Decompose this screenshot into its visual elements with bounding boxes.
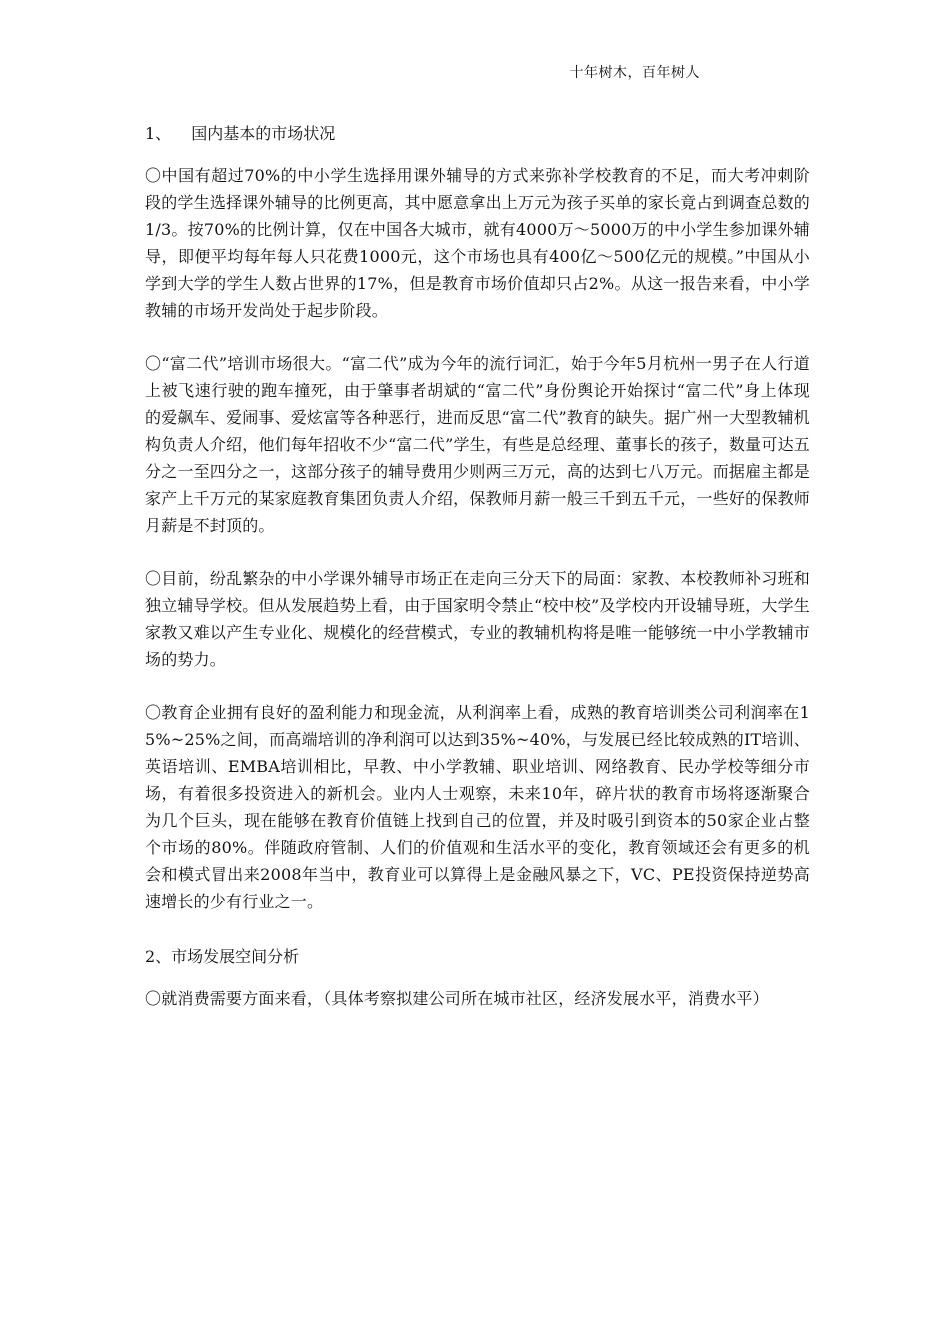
section-1-heading: [145, 118, 810, 150]
paragraph-market-landscape: 〇目前，纷乱繁杂的中小学课外辅导市场正在走向三分天下的局面：家教、本校教师补习班和独立辅导学校。但从发展趋势上看，由于国家明令禁止“校中校”及学校内开设辅导班，大学生家教又难以产生专业化、规模化的经营模式，专业的教辅机构将是唯一能够统一中小学教辅市场的势力。: [145, 569, 810, 669]
paragraph-rich-second-generation: 〇“富二代”培训市场很大。“富二代”成为今年的流行词汇，始于今年5月杭州一男子在人行道上被飞速行驶的跑车撞死，由于肇事者胡斌的“富二代”身份舆论开始探讨“富二代”身上体现的爱飙车、爱闹事、爱炫富等各种恶行，进而反思“富二代”教育的缺失。据广州一大型教辅机构负责人介绍，他们每年招收不少“富二代”学生，有些是总经理、董事长的孩子，数量可达五分之一至四分之一，这部分孩子的辅导费用少则两三万元，高的达到七八万元。而据雇主都是家产上千万元的某家庭教育集团负责人介绍，保教师月薪一般三千到五千元，一些好的保教师月薪是不封顶的。: [145, 354, 810, 535]
paragraph-consumer-demand: 〇就消费需要方面来看，（具体考察拟建公司所在城市社区，经济发展水平，消费水平）: [145, 989, 769, 1008]
document-body: [145, 118, 810, 1038]
paragraph-tutoring-market: 〇中国有超过70%的中小学生选择用课外辅导的方式来弥补学校教育的不足，而大考冲刺阶段的学生选择课外辅导的比例更高，其中愿意拿出上万元为孩子买单的家长竟占到调查总数的1/3。按70%的比例计算，仅在中国各大城市，就有4000万～5000万的中小学生参加课外辅导，即便平均每年每人只花费1000元，这个市场也具有400亿～500亿元的规模。”中国从小学到大学的学生人数占世界的17%，但是教育市场价值却只占2%。从这一报告来看，中小学教辅的市场开发尚处于起步阶段。: [145, 166, 810, 320]
section-1-number: 1、: [145, 124, 172, 143]
paragraph-profitability: 〇教育企业拥有良好的盈利能力和现金流，从利润率上看，成熟的教育培训类公司利润率在15%~25%之间，而高端培训的净利润可以达到35%~40%，与发展已经比较成熟的IT培训、英语培训、EMBA培训相比，早教、中小学教辅、职业培训、网络教育、民办学校等细分市场，有着很多投资进入的新机会。业内人士观察，未来10年，碎片状的教育市场将逐渐聚合为几个巨头，现在能够在教育价值链上找到自己的位置，并及时吸引到资本的50家企业占整个市场的80%。伴随政府管制、人们的价值观和生活水平的变化，教育领域还会有更多的机会和模式冒出来2008年当中，教育业可以算得上是金融风暴之下，VC、PE投资保持逆势高速增长的少有行业之一。: [145, 703, 810, 911]
section-1-title: 国内基本的市场状况: [191, 124, 336, 143]
section-2-heading: 2、市场发展空间分析: [145, 947, 300, 966]
page-header-motto: 十年树木，百年树人: [569, 65, 700, 81]
